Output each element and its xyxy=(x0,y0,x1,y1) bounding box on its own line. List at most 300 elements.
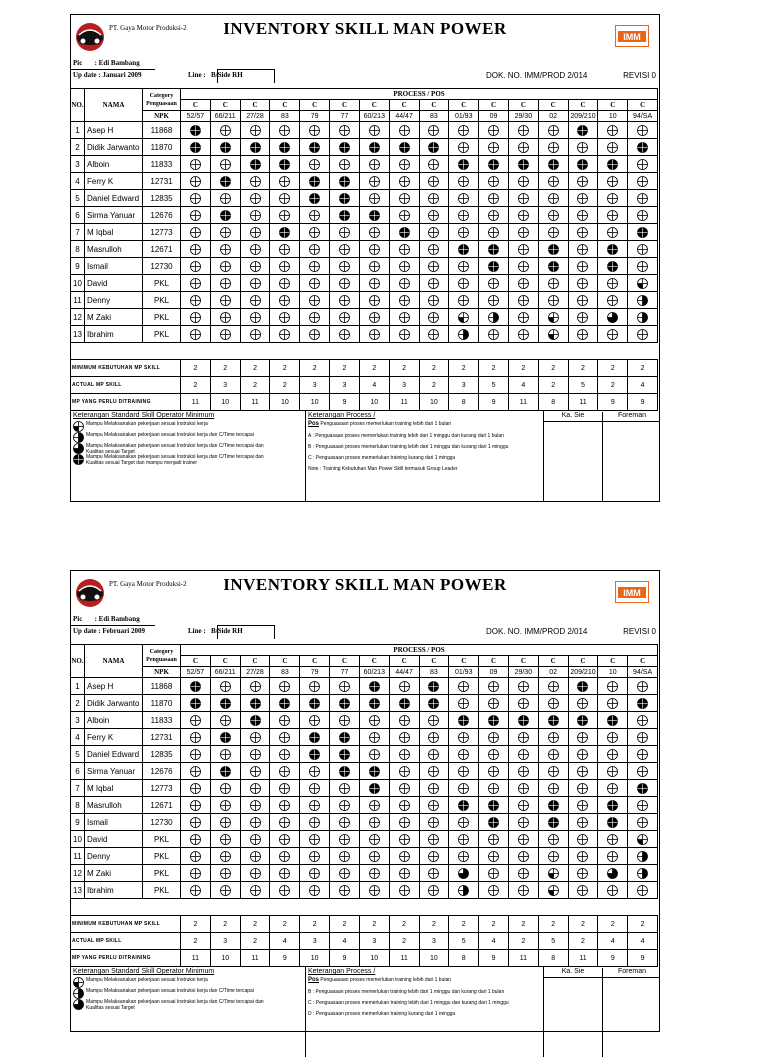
skill-cell xyxy=(538,173,568,190)
skill-empty-icon xyxy=(399,681,410,692)
skill-cell xyxy=(508,139,538,156)
training-note: Note : Training Kebutuhan Man Power Skill termasuk Group Leader xyxy=(308,466,458,472)
skill-cell xyxy=(449,258,479,275)
imm-logo-icon xyxy=(615,581,649,603)
summary-value: 2 xyxy=(389,916,419,933)
skill-empty-icon xyxy=(428,868,439,879)
skill-quarter-icon xyxy=(548,868,559,879)
skill-cell xyxy=(538,814,568,831)
skill-full-icon xyxy=(250,142,261,153)
skill-cell xyxy=(479,797,509,814)
summary-value: 10 xyxy=(419,394,449,411)
skill-empty-icon xyxy=(190,312,201,323)
summary-value: 4 xyxy=(598,933,628,950)
table-row xyxy=(71,258,658,275)
skill-cell xyxy=(389,309,419,326)
skill-cell xyxy=(300,678,330,695)
summary-value: 2 xyxy=(419,360,449,377)
category-cell: C xyxy=(538,656,568,667)
table-row xyxy=(71,326,658,343)
skill-cell xyxy=(419,122,449,139)
skill-cell xyxy=(270,190,300,207)
row-number: 12 xyxy=(71,865,85,882)
summary-value: 2 xyxy=(419,916,449,933)
skill-cell xyxy=(449,848,479,865)
skill-full-icon xyxy=(577,681,588,692)
skill-empty-icon xyxy=(399,329,410,340)
skill-full-icon xyxy=(339,142,350,153)
row-npk: PKL xyxy=(143,831,181,848)
skill-cell xyxy=(389,292,419,309)
skill-cell xyxy=(419,797,449,814)
skill-empty-icon xyxy=(220,295,231,306)
row-number: 2 xyxy=(71,695,85,712)
skill-cell xyxy=(330,814,360,831)
row-name: Denny xyxy=(85,292,143,309)
row-name: David xyxy=(85,831,143,848)
skill-cell xyxy=(300,241,330,258)
skill-cell xyxy=(389,695,419,712)
skill-empty-icon xyxy=(518,817,529,828)
summary-value: 2 xyxy=(508,916,538,933)
skill-cell xyxy=(210,780,240,797)
skill-empty-icon xyxy=(607,142,618,153)
skill-empty-icon xyxy=(279,295,290,306)
skill-empty-icon xyxy=(518,295,529,306)
skill-cell xyxy=(538,156,568,173)
skill-cell xyxy=(568,258,598,275)
skill-empty-icon xyxy=(220,261,231,272)
skill-cell xyxy=(538,190,568,207)
skill-empty-icon xyxy=(637,159,648,170)
skill-empty-icon xyxy=(309,783,320,794)
skill-full-icon xyxy=(428,142,439,153)
skill-empty-icon xyxy=(637,800,648,811)
skill-empty-icon xyxy=(190,868,201,879)
skill-cell xyxy=(538,139,568,156)
skill-empty-icon xyxy=(369,193,380,204)
skill-empty-icon xyxy=(399,834,410,845)
summary-row xyxy=(71,377,658,394)
skill-cell xyxy=(330,207,360,224)
summary-value: 4 xyxy=(628,933,658,950)
skill-empty-icon xyxy=(577,766,588,777)
row-number: 12 xyxy=(71,309,85,326)
row-npk: 11870 xyxy=(143,139,181,156)
skill-empty-icon xyxy=(369,125,380,136)
skill-cell xyxy=(181,678,211,695)
skill-empty-icon xyxy=(488,329,499,340)
skill-empty-icon xyxy=(518,834,529,845)
skill-cell xyxy=(568,275,598,292)
skill-empty-icon xyxy=(518,125,529,136)
revision: REVISI 0 xyxy=(623,71,656,80)
skill-cell xyxy=(270,207,300,224)
skill-cell xyxy=(508,882,538,899)
summary-value: 4 xyxy=(508,377,538,394)
summary-value: 2 xyxy=(181,916,211,933)
skill-cell xyxy=(389,729,419,746)
summary-value: 2 xyxy=(419,377,449,394)
skill-empty-icon xyxy=(428,715,439,726)
skill-empty-icon xyxy=(309,244,320,255)
skill-empty-icon xyxy=(607,885,618,896)
skill-cell xyxy=(270,309,300,326)
skill-empty-icon xyxy=(577,329,588,340)
skill-full-icon xyxy=(548,244,559,255)
skill-cell xyxy=(240,831,270,848)
skill-cell xyxy=(359,780,389,797)
skill-cell xyxy=(628,275,658,292)
legend-item-text: Mampu Melaksanakan pekerjaan sesuai Instruksi kerja dan C/Time tercapai xyxy=(86,432,254,438)
skill-full-icon xyxy=(190,142,201,153)
skill-cell xyxy=(330,865,360,882)
skill-full-icon xyxy=(548,800,559,811)
table-row xyxy=(71,678,658,695)
summary-value: 2 xyxy=(181,377,211,394)
skill-cell xyxy=(181,695,211,712)
process-column-header: 27/28 xyxy=(240,111,270,122)
summary-value: 5 xyxy=(538,933,568,950)
skill-cell xyxy=(449,224,479,241)
skill-cell xyxy=(449,275,479,292)
skill-empty-icon xyxy=(488,783,499,794)
skill-cell xyxy=(330,882,360,899)
skill-cell xyxy=(419,326,449,343)
skill-cell xyxy=(359,224,389,241)
skill-cell xyxy=(538,122,568,139)
skill-cell xyxy=(479,695,509,712)
category-cell: C xyxy=(240,100,270,111)
skill-cell xyxy=(538,882,568,899)
process-legend-title: Keterangan Process / xyxy=(308,412,376,419)
skill-full-icon xyxy=(339,193,350,204)
skill-empty-icon xyxy=(428,834,439,845)
skill-cell xyxy=(449,139,479,156)
sheet-header xyxy=(71,571,659,615)
process-column-header: 94/SA xyxy=(628,111,658,122)
skill-cell xyxy=(479,780,509,797)
skill-cell xyxy=(419,207,449,224)
category-cell: C xyxy=(479,100,509,111)
skill-empty-icon xyxy=(637,244,648,255)
skill-cell xyxy=(270,746,300,763)
skill-cell xyxy=(359,275,389,292)
pic-label: Pic xyxy=(73,615,83,623)
skill-empty-icon xyxy=(577,176,588,187)
skill-empty-icon xyxy=(428,312,439,323)
row-name: Masrulloh xyxy=(85,797,143,814)
skill-empty-icon xyxy=(369,244,380,255)
skill-empty-icon xyxy=(190,210,201,221)
summary-value: 4 xyxy=(270,933,300,950)
skill-cell xyxy=(240,156,270,173)
process-header: PROCESS / POS xyxy=(181,89,658,100)
skill-three-quarter-icon xyxy=(607,312,618,323)
skill-empty-icon xyxy=(369,732,380,743)
skill-cell xyxy=(568,224,598,241)
skill-cell xyxy=(389,797,419,814)
skill-empty-icon xyxy=(458,681,469,692)
skill-empty-icon xyxy=(577,244,588,255)
skill-empty-icon xyxy=(518,698,529,709)
legend-section xyxy=(71,967,659,1063)
skill-empty-icon xyxy=(399,732,410,743)
skill-half-icon xyxy=(458,885,469,896)
skill-empty-icon xyxy=(399,295,410,306)
summary-row xyxy=(71,916,658,933)
process-column-header: 27/28 xyxy=(240,667,270,678)
skill-cell xyxy=(210,173,240,190)
skill-cell xyxy=(449,729,479,746)
category-cell: C xyxy=(389,656,419,667)
skill-cell xyxy=(359,207,389,224)
pos-label: Pos xyxy=(308,421,320,427)
row-npk: 11833 xyxy=(143,156,181,173)
skill-full-icon xyxy=(607,261,618,272)
imm-logo-icon xyxy=(615,25,649,47)
skill-empty-icon xyxy=(339,817,350,828)
row-name: Daniel Edward xyxy=(85,746,143,763)
skill-empty-icon xyxy=(488,681,499,692)
skill-cell xyxy=(479,292,509,309)
skill-empty-icon xyxy=(309,278,320,289)
skill-empty-icon xyxy=(518,193,529,204)
skill-empty-icon xyxy=(488,193,499,204)
skill-cell xyxy=(449,746,479,763)
skill-empty-icon xyxy=(607,329,618,340)
skill-cell xyxy=(628,882,658,899)
skill-half-icon xyxy=(637,312,648,323)
skill-cell xyxy=(598,122,628,139)
skill-cell xyxy=(628,207,658,224)
skill-cell xyxy=(419,712,449,729)
row-number: 10 xyxy=(71,831,85,848)
skill-full-icon xyxy=(309,732,320,743)
summary-value: 4 xyxy=(479,933,509,950)
skill-cell xyxy=(181,122,211,139)
row-number: 11 xyxy=(71,292,85,309)
skill-empty-icon xyxy=(309,329,320,340)
skill-cell xyxy=(538,695,568,712)
skill-cell xyxy=(389,865,419,882)
skill-empty-icon xyxy=(220,834,231,845)
skill-cell xyxy=(598,729,628,746)
row-number: 6 xyxy=(71,763,85,780)
skill-empty-icon xyxy=(399,244,410,255)
skill-cell xyxy=(300,695,330,712)
legend-item-text: Mampu Melaksanakan pekerjaan sesuai Instruksi kerja xyxy=(86,977,208,983)
skill-empty-icon xyxy=(369,851,380,862)
skill-empty-icon xyxy=(279,681,290,692)
process-column-header: 01/93 xyxy=(449,667,479,678)
skill-empty-icon xyxy=(458,834,469,845)
summary-value: 9 xyxy=(628,394,658,411)
skill-empty-icon xyxy=(488,227,499,238)
skill-empty-icon xyxy=(518,749,529,760)
skill-empty-icon xyxy=(369,261,380,272)
skill-cell xyxy=(359,831,389,848)
table-row xyxy=(71,831,658,848)
skill-empty-icon xyxy=(220,125,231,136)
skill-empty-icon xyxy=(548,210,559,221)
skill-cell xyxy=(508,190,538,207)
row-name: Ibrahim xyxy=(85,326,143,343)
skill-cell xyxy=(419,831,449,848)
skill-cell xyxy=(568,797,598,814)
skill-cell xyxy=(389,326,419,343)
skill-cell xyxy=(359,241,389,258)
skill-cell xyxy=(240,712,270,729)
skill-full-icon xyxy=(339,732,350,743)
skill-cell xyxy=(240,139,270,156)
category-cell: C xyxy=(628,656,658,667)
skill-empty-icon xyxy=(250,261,261,272)
row-number: 3 xyxy=(71,712,85,729)
skill-full-icon xyxy=(250,698,261,709)
skill-cell xyxy=(479,882,509,899)
skill-empty-icon xyxy=(458,783,469,794)
summary-value: 2 xyxy=(508,933,538,950)
process-column-header: 10 xyxy=(598,111,628,122)
row-npk: 12731 xyxy=(143,729,181,746)
col-npk-header: NPK xyxy=(143,667,181,678)
skill-cell xyxy=(598,207,628,224)
skill-cell xyxy=(479,224,509,241)
skill-cell xyxy=(240,797,270,814)
legend-item xyxy=(73,988,254,999)
skill-cell xyxy=(449,156,479,173)
skill-cell xyxy=(270,139,300,156)
skill-empty-icon xyxy=(577,868,588,879)
skill-full-icon xyxy=(190,698,201,709)
skill-full-icon xyxy=(309,698,320,709)
summary-value: 10 xyxy=(359,950,389,967)
skill-empty-icon xyxy=(637,766,648,777)
row-npk: 12835 xyxy=(143,190,181,207)
skill-empty-icon xyxy=(577,885,588,896)
summary-value: 2 xyxy=(210,360,240,377)
category-cell: C xyxy=(270,656,300,667)
row-name: Sirma Yanuar xyxy=(85,763,143,780)
skill-full-icon xyxy=(279,698,290,709)
skill-empty-icon xyxy=(548,142,559,153)
table-row xyxy=(71,275,658,292)
summary-label: ACTUAL MP SKILL xyxy=(71,933,181,950)
summary-value: 11 xyxy=(181,950,211,967)
table-row xyxy=(71,139,658,156)
skill-full-icon xyxy=(458,244,469,255)
skill-empty-icon xyxy=(369,868,380,879)
skill-empty-icon xyxy=(250,885,261,896)
skill-empty-icon xyxy=(220,715,231,726)
summary-value: 4 xyxy=(330,933,360,950)
row-number: 11 xyxy=(71,848,85,865)
skill-full-icon xyxy=(279,227,290,238)
category-cell: C xyxy=(359,656,389,667)
skill-empty-icon xyxy=(428,261,439,272)
summary-value: 2 xyxy=(300,360,330,377)
skill-full-icon xyxy=(339,210,350,221)
table-row xyxy=(71,241,658,258)
process-column-header: 77 xyxy=(330,111,360,122)
summary-label: MINIMUM KEBUTUHAN MP SKILL xyxy=(71,916,181,933)
skill-cell xyxy=(330,797,360,814)
skill-empty-icon xyxy=(607,176,618,187)
skill-empty-icon xyxy=(250,681,261,692)
summary-value: 2 xyxy=(568,933,598,950)
skill-half-icon xyxy=(488,312,499,323)
skill-full-icon xyxy=(637,698,648,709)
legend-item xyxy=(73,432,254,443)
skill-cell xyxy=(598,848,628,865)
skill-full-icon xyxy=(548,817,559,828)
skill-empty-icon xyxy=(220,312,231,323)
col-nama-header: NAMA xyxy=(85,645,143,678)
summary-value: 4 xyxy=(628,377,658,394)
skill-empty-icon xyxy=(279,193,290,204)
skill-cell xyxy=(300,326,330,343)
skill-full-icon xyxy=(250,715,261,726)
summary-value: 2 xyxy=(449,916,479,933)
skill-cell xyxy=(598,865,628,882)
skill-half-icon xyxy=(637,295,648,306)
skill-cell xyxy=(359,292,389,309)
process-column-header: 09 xyxy=(479,667,509,678)
skill-empty-icon xyxy=(548,749,559,760)
skill-cell xyxy=(181,797,211,814)
skill-cell xyxy=(508,122,538,139)
skill-empty-icon xyxy=(279,817,290,828)
summary-value: 2 xyxy=(330,360,360,377)
skill-cell xyxy=(389,712,419,729)
skill-full-icon xyxy=(220,142,231,153)
row-npk: 11833 xyxy=(143,712,181,729)
skill-cell xyxy=(628,763,658,780)
skill-empty-icon xyxy=(577,817,588,828)
skill-cell xyxy=(240,275,270,292)
category-cell: C xyxy=(300,656,330,667)
sign-ka-sie: Ka. Sie xyxy=(561,968,585,975)
skill-cell xyxy=(210,292,240,309)
skill-empty-icon xyxy=(279,851,290,862)
skill-cell xyxy=(270,763,300,780)
skill-cell xyxy=(181,207,211,224)
process-legend-item: B : Penguasaan proses memerlukan training lebih dari 1 minggu dan kurang dari 1 bulan xyxy=(308,989,505,995)
summary-value: 11 xyxy=(389,394,419,411)
skill-empty-icon xyxy=(399,278,410,289)
skill-cell xyxy=(270,326,300,343)
skill-empty-icon xyxy=(250,193,261,204)
skill-empty-icon xyxy=(518,210,529,221)
skill-cell xyxy=(479,763,509,780)
row-npk: PKL xyxy=(143,309,181,326)
skill-cell xyxy=(568,729,598,746)
skill-cell xyxy=(330,190,360,207)
sign-foreman: Foreman xyxy=(602,968,661,1057)
skill-full-icon xyxy=(190,125,201,136)
summary-value: 2 xyxy=(598,377,628,394)
skill-empty-icon xyxy=(518,142,529,153)
skill-empty-icon xyxy=(399,312,410,323)
summary-row xyxy=(71,933,658,950)
summary-value: 2 xyxy=(628,916,658,933)
skill-empty-icon xyxy=(458,227,469,238)
skill-empty-icon xyxy=(339,868,350,879)
skill-cell xyxy=(330,156,360,173)
row-name: M Zaki xyxy=(85,309,143,326)
skill-cell xyxy=(449,678,479,695)
